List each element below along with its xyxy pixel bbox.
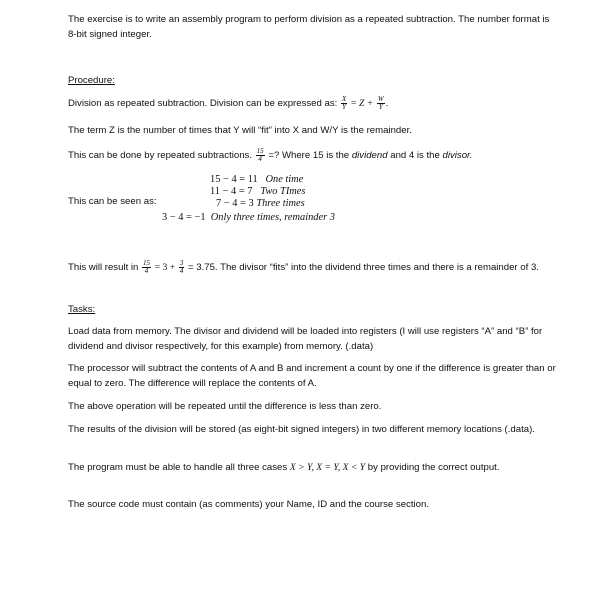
equation-line-4: 3 − 4 = −1 Only three times, remainder 3: [162, 212, 335, 223]
task-source-code-comments: The source code must contain (as comments) your Name, ID and the course section.: [68, 499, 429, 510]
task-handle-cases: The program must be able to handle all three cases X > Y, X = Y, X < Y by providing the correct output.: [68, 462, 500, 473]
fraction-w-over-y: $\frac{W}{Y}$: [377, 95, 384, 111]
fraction-15-over-4-result: $\frac{15}{4}$: [143, 259, 151, 275]
term-z-paragraph: The term Z is the number of times that Y will “fit” into X and W/Y is the remainder.: [68, 125, 412, 136]
task-repeat: The above operation will be repeated until the difference is less than zero.: [68, 401, 382, 412]
repeated-subtraction-line: This can be done by repeated subtractions. $\frac{15}{4}$ =? Where 15 is the dividend and 4 is the divisor.: [68, 147, 473, 163]
intro-paragraph: The exercise is to write an assembly program to perform division as a repeated subtraction. The number format is 8-bit signed integer.: [68, 14, 550, 40]
fraction-3-over-4: $\frac{3}{4}$: [179, 259, 184, 275]
task-load-data: Load data from memory. The divisor and dividend will be loaded into registers (I will use registers “A” and “B” for dividend and divisor respectively, for this example) from memory. (.data): [68, 326, 543, 352]
tasks-heading: Tasks:: [68, 304, 96, 315]
task-subtract: The processor will subtract the contents of A and B and increment a count by one if the difference is greater than or equal to zero. The difference will replace the contents of A.: [68, 363, 556, 389]
divisor-word: divisor.: [442, 150, 473, 162]
task-store-results: The results of the division will be stored (as eight-bit signed integers) in two different memory locations (.data).: [68, 424, 535, 435]
division-text: Division as repeated subtraction. Division can be expressed as:: [68, 98, 338, 110]
division-expression-line: Division as repeated subtraction. Division can be expressed as: $\frac{X}{Y}$ = Z + $\frac{W}{Y}$ .: [68, 95, 389, 111]
seen-as-label: This can be seen as:: [68, 196, 157, 207]
dividend-word: dividend: [351, 150, 388, 162]
equation-line-1: 15 − 4 = 11 One time: [210, 174, 304, 185]
equation-line-2: 11 − 4 = 7 Two TImes: [210, 186, 306, 197]
fraction-15-over-4: $\frac{15}{4}$: [256, 147, 264, 163]
result-paragraph: This will result in $\frac{15}{4}$ = 3 + $\frac{3}{4}$ = 3.75. The divisor “fits” into the dividend three times and there is a remainder of 3.: [68, 259, 539, 275]
fraction-x-over-y: $\frac{X}{Y}$: [341, 95, 347, 111]
equation-line-3: 7 − 4 = 3 Three times: [216, 198, 305, 209]
procedure-heading: Procedure:: [68, 75, 115, 86]
